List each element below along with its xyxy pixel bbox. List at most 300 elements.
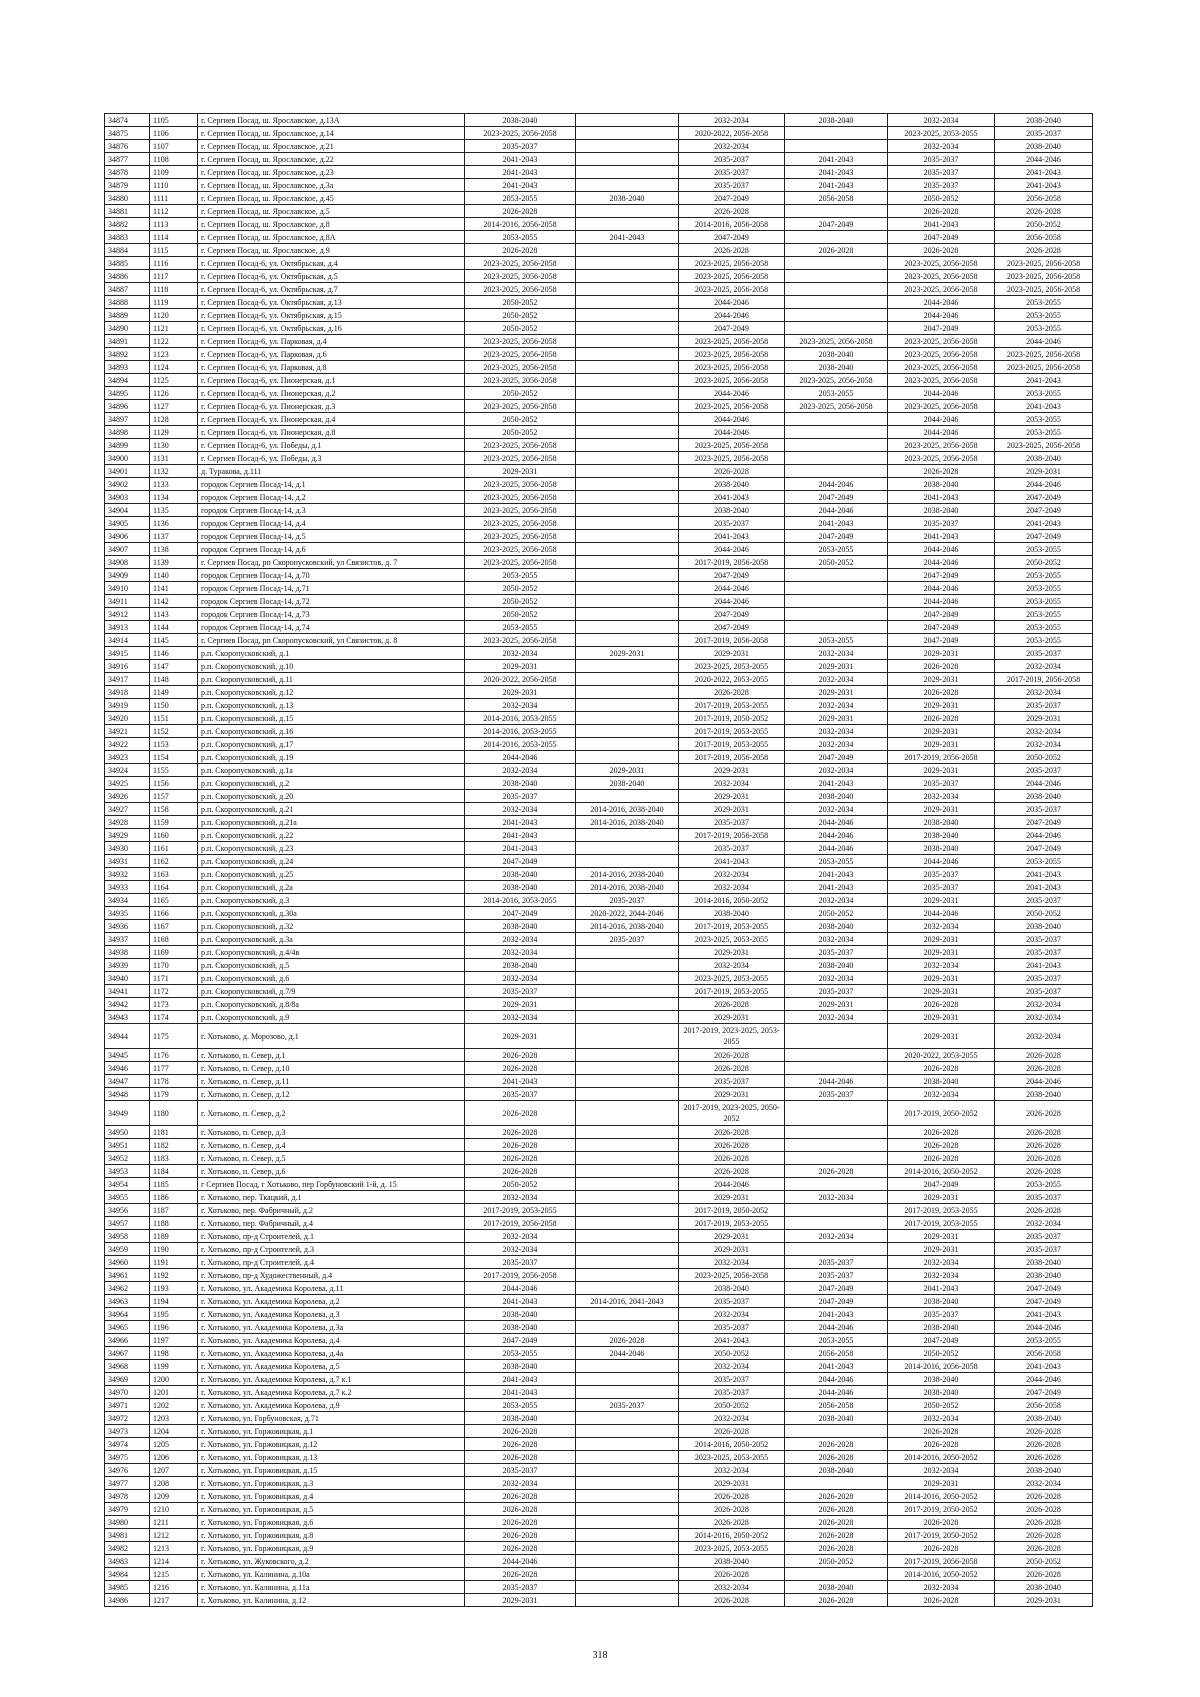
table-cell: 34943 (105, 1011, 150, 1024)
table-cell: 2044-2046 (995, 153, 1093, 166)
table-cell: г. Сергиев Посад-6, ул. Октябрьская, д.15 (198, 309, 465, 322)
table-cell: 1215 (150, 1568, 198, 1581)
table-cell: 2023-2025, 2053-2055 (679, 1542, 785, 1555)
table-row (105, 413, 1093, 426)
table-cell: г. Хотьково, п. Север, д.4 (198, 1139, 465, 1152)
table-cell: 34931 (105, 855, 150, 868)
table-cell: 2032-2034 (888, 1088, 995, 1101)
table-cell: 2041-2043 (995, 1308, 1093, 1321)
table-cell: 2023-2025, 2056-2058 (995, 361, 1093, 374)
table-cell: 2032-2034 (785, 647, 888, 660)
table-cell: 34935 (105, 907, 150, 920)
table-cell: 2032-2034 (888, 920, 995, 933)
table-row (105, 1075, 1093, 1088)
table-cell (785, 1126, 888, 1139)
table-cell (576, 1477, 679, 1490)
table-cell: 2014-2016, 2056-2058 (679, 218, 785, 231)
table-cell (576, 1594, 679, 1607)
table-cell: 2050-2052 (465, 387, 576, 400)
table-row (105, 140, 1093, 153)
table-cell: 1124 (150, 361, 198, 374)
table-row (105, 1373, 1093, 1386)
table-row (105, 1191, 1093, 1204)
table-cell: 2038-2040 (785, 790, 888, 803)
table-cell: 2023-2025, 2056-2058 (995, 283, 1093, 296)
table-cell: г. Хотьково, пер. Фабричный, д.4 (198, 1217, 465, 1230)
table-cell: 1209 (150, 1490, 198, 1503)
table-cell: 2023-2025, 2056-2058 (995, 270, 1093, 283)
table-cell: 34898 (105, 426, 150, 439)
table-cell: 34942 (105, 998, 150, 1011)
table-cell: 2044-2046 (679, 296, 785, 309)
table-cell: г. Хотьково, ул. Академика Королева, д.7 к.1 (198, 1373, 465, 1386)
table-row (105, 1321, 1093, 1334)
table-cell: 2035-2037 (995, 1243, 1093, 1256)
table-cell (785, 205, 888, 218)
table-cell: 2035-2037 (679, 179, 785, 192)
table-cell: 34924 (105, 764, 150, 777)
table-cell: 2032-2034 (785, 764, 888, 777)
table-cell: 2017-2019, 2050-2052 (888, 1529, 995, 1542)
table-cell: 34909 (105, 569, 150, 582)
table-cell: 34979 (105, 1503, 150, 1516)
table-cell: 34921 (105, 725, 150, 738)
table-cell: 2017-2019, 2056-2058 (679, 751, 785, 764)
table-cell: 2050-2052 (465, 309, 576, 322)
table-cell: г. Хотьково, пр-д Строителей, д.3 (198, 1243, 465, 1256)
table-cell: 2053-2055 (995, 582, 1093, 595)
table-cell: 2023-2025, 2056-2058 (888, 283, 995, 296)
table-cell (576, 1451, 679, 1464)
table-cell (785, 1178, 888, 1191)
table-cell: 2029-2031 (785, 712, 888, 725)
table-cell: 2026-2028 (785, 1542, 888, 1555)
table-cell: 2026-2028 (465, 1503, 576, 1516)
table-cell (576, 205, 679, 218)
table-cell: 2032-2034 (679, 1581, 785, 1594)
table-cell: 2035-2037 (995, 985, 1093, 998)
table-cell: г. Хотьково, пр-д Строителей, д.1 (198, 1230, 465, 1243)
table-cell: 1146 (150, 647, 198, 660)
table-cell: 2026-2028 (888, 660, 995, 673)
table-cell: 2029-2031 (465, 1024, 576, 1049)
table-cell: 2017-2019, 2056-2058 (995, 673, 1093, 686)
table-cell: 1157 (150, 790, 198, 803)
table-cell: 2035-2037 (679, 1295, 785, 1308)
table-cell: 1169 (150, 946, 198, 959)
table-cell (785, 1139, 888, 1152)
table-cell: 34888 (105, 296, 150, 309)
table-cell: 2044-2046 (679, 582, 785, 595)
table-cell: 2047-2049 (888, 608, 995, 621)
table-cell: 2038-2040 (465, 959, 576, 972)
table-cell: 34932 (105, 868, 150, 881)
table-cell: г. Хотьково, п. Север, д.11 (198, 1075, 465, 1088)
table-cell: 2032-2034 (785, 738, 888, 751)
table-cell: 2029-2031 (465, 660, 576, 673)
table-cell: 2026-2028 (679, 1152, 785, 1165)
table-cell: г. Хотьково, ул. Калинина, д.10а (198, 1568, 465, 1581)
table-cell (576, 1062, 679, 1075)
table-cell (576, 530, 679, 543)
table-cell: 2017-2019, 2056-2058 (888, 1555, 995, 1568)
table-cell: 2044-2046 (679, 426, 785, 439)
table-row (105, 1529, 1093, 1542)
table-cell: 2026-2028 (679, 1139, 785, 1152)
table-cell: 1143 (150, 608, 198, 621)
table-cell: 2029-2031 (888, 1243, 995, 1256)
table-cell: 2032-2034 (465, 699, 576, 712)
table-cell (576, 361, 679, 374)
table-row (105, 387, 1093, 400)
table-cell: 2014-2016, 2038-2040 (576, 816, 679, 829)
table-cell: 2017-2019, 2053-2055 (679, 920, 785, 933)
table-cell: 2041-2043 (465, 153, 576, 166)
table-row (105, 894, 1093, 907)
table-cell (576, 153, 679, 166)
table-cell: 2035-2037 (679, 816, 785, 829)
table-cell: 1135 (150, 504, 198, 517)
table-cell (576, 179, 679, 192)
table-cell: 2044-2046 (785, 1075, 888, 1088)
table-cell: 2026-2028 (888, 1062, 995, 1075)
table-cell: 2023-2025, 2056-2058 (465, 517, 576, 530)
table-cell: 34907 (105, 543, 150, 556)
table-cell: 2026-2028 (995, 1101, 1093, 1126)
table-cell (576, 426, 679, 439)
table-cell: 2026-2028 (679, 686, 785, 699)
table-cell: 2026-2028 (679, 1165, 785, 1178)
table-cell: 1134 (150, 491, 198, 504)
table-cell: 2035-2037 (679, 517, 785, 530)
table-cell: 2053-2055 (785, 387, 888, 400)
table-cell: 1202 (150, 1399, 198, 1412)
table-cell: г. Сергиев Посад-6, ул. Октябрьская, д.16 (198, 322, 465, 335)
table-row (105, 803, 1093, 816)
table-cell: 2023-2025, 2056-2058 (465, 335, 576, 348)
table-cell (576, 1464, 679, 1477)
table-cell: 2014-2016, 2038-2040 (576, 803, 679, 816)
table-cell: 2035-2037 (888, 1308, 995, 1321)
table-cell: городок Сергиев Посад-14, д.2 (198, 491, 465, 504)
table-cell: 2047-2049 (888, 322, 995, 335)
table-cell: 2017-2019, 2053-2055 (888, 1204, 995, 1217)
table-row (105, 751, 1093, 764)
table-cell: г. Хотьково, ул. Калинина, д.11а (198, 1581, 465, 1594)
table-cell: 2038-2040 (679, 907, 785, 920)
table-cell: 1176 (150, 1049, 198, 1062)
table-cell (576, 1101, 679, 1126)
table-cell: 34945 (105, 1049, 150, 1062)
table-cell: 1137 (150, 530, 198, 543)
table-cell: 2023-2025, 2056-2058 (995, 257, 1093, 270)
table-cell: 1116 (150, 257, 198, 270)
table-cell: 1167 (150, 920, 198, 933)
table-cell: г. Хотьково, ул. Горбуновская, д.71 (198, 1412, 465, 1425)
table-cell: д. Туракова, д.111 (198, 465, 465, 478)
table-cell: г. Сергиев Посад-6, ул. Октябрьская, д.4 (198, 257, 465, 270)
table-row (105, 231, 1093, 244)
table-cell (576, 1490, 679, 1503)
table-cell: 2035-2037 (679, 153, 785, 166)
table-cell: 2035-2037 (679, 1373, 785, 1386)
table-cell (576, 582, 679, 595)
table-cell: 2044-2046 (679, 1178, 785, 1191)
table-cell (576, 1516, 679, 1529)
table-row (105, 842, 1093, 855)
table-cell: г. Сергиев Посад-6, ул. Пионерская, д.1 (198, 374, 465, 387)
table-cell: р.п. Скоропусковский, д.22 (198, 829, 465, 842)
table-cell: 1200 (150, 1373, 198, 1386)
table-cell: 2044-2046 (465, 1555, 576, 1568)
table-cell: 1156 (150, 777, 198, 790)
table-cell: р.п. Скоропусковский, д.13 (198, 699, 465, 712)
table-row (105, 1282, 1093, 1295)
table-cell: 2026-2028 (465, 1529, 576, 1542)
table-cell: 34984 (105, 1568, 150, 1581)
table-cell: 2026-2028 (679, 1126, 785, 1139)
table-cell: 2026-2028 (888, 205, 995, 218)
table-cell: р.п. Скоропусковский, д.1 (198, 647, 465, 660)
table-row (105, 439, 1093, 452)
table-cell: г. Хотьково, ул. Горжовицкая, д.9 (198, 1542, 465, 1555)
table-cell: 2047-2049 (465, 1334, 576, 1347)
table-cell: 34906 (105, 530, 150, 543)
table-cell: 2035-2037 (888, 881, 995, 894)
table-row (105, 426, 1093, 439)
table-cell: 1182 (150, 1139, 198, 1152)
table-cell: 2047-2049 (679, 621, 785, 634)
table-row (105, 1062, 1093, 1075)
table-cell (785, 439, 888, 452)
table-cell: г. Хотьково, п. Север, д.5 (198, 1152, 465, 1165)
table-cell: 2038-2040 (465, 868, 576, 881)
table-cell: 2029-2031 (888, 647, 995, 660)
table-cell: 2044-2046 (888, 582, 995, 595)
table-cell: 34969 (105, 1373, 150, 1386)
table-cell: 2032-2034 (465, 933, 576, 946)
table-cell: 34885 (105, 257, 150, 270)
table-cell: 1191 (150, 1256, 198, 1269)
table-cell: 2038-2040 (888, 816, 995, 829)
table-cell: р.п. Скоропусковский, д.7/9 (198, 985, 465, 998)
table-cell: 2026-2028 (995, 1049, 1093, 1062)
table-cell: 2050-2052 (465, 582, 576, 595)
table-cell: г. Хотьково, ул. Академика Королева, д.11 (198, 1282, 465, 1295)
table-cell: 2050-2052 (465, 413, 576, 426)
table-cell (576, 1425, 679, 1438)
table-cell: 34944 (105, 1024, 150, 1049)
table-cell: 2032-2034 (995, 998, 1093, 1011)
table-row (105, 1139, 1093, 1152)
table-cell: 2014-2016, 2050-2052 (679, 1529, 785, 1542)
table-cell (576, 569, 679, 582)
table-cell: г. Сергиев Посад, ш. Ярославское, д.23 (198, 166, 465, 179)
table-cell: 34973 (105, 1425, 150, 1438)
table-cell: 2035-2037 (465, 140, 576, 153)
table-cell (576, 504, 679, 517)
table-cell: 2014-2016, 2053-2055 (465, 894, 576, 907)
table-cell: 2050-2052 (465, 1178, 576, 1191)
table-row (105, 296, 1093, 309)
table-cell: 2041-2043 (465, 1386, 576, 1399)
table-cell: городок Сергиев Посад-14, д.70 (198, 569, 465, 582)
table-cell: 2035-2037 (888, 868, 995, 881)
table-cell: 2041-2043 (888, 530, 995, 543)
table-cell: 2035-2037 (679, 1075, 785, 1088)
table-cell: 2047-2049 (679, 608, 785, 621)
table-cell: г. Сергиев Посад, рп Скоропусковский, ул Связистов, д. 7 (198, 556, 465, 569)
table-cell: 2023-2025, 2053-2055 (679, 660, 785, 673)
table-cell: 2023-2025, 2056-2058 (785, 374, 888, 387)
table-cell: 2026-2028 (679, 205, 785, 218)
table-cell: 2032-2034 (679, 1412, 785, 1425)
table-cell: 2026-2028 (785, 1529, 888, 1542)
table-cell: 2029-2031 (785, 998, 888, 1011)
table-row (105, 1438, 1093, 1451)
table-cell (576, 413, 679, 426)
table-cell: 34966 (105, 1334, 150, 1347)
table-cell: 2023-2025, 2056-2058 (465, 530, 576, 543)
table-row (105, 907, 1093, 920)
table-cell: 1171 (150, 972, 198, 985)
table-cell (576, 374, 679, 387)
table-cell: 1128 (150, 413, 198, 426)
table-cell: 2026-2028 (465, 1101, 576, 1126)
table-cell: 1164 (150, 881, 198, 894)
table-cell: 2035-2037 (465, 985, 576, 998)
table-cell: 2038-2040 (465, 777, 576, 790)
table-cell: 2050-2052 (679, 1347, 785, 1360)
table-cell: 2029-2031 (888, 1011, 995, 1024)
table-cell: 2038-2040 (995, 1581, 1093, 1594)
table-row (105, 1011, 1093, 1024)
table-cell: 2044-2046 (888, 309, 995, 322)
table-cell: 2029-2031 (465, 998, 576, 1011)
table-cell (576, 491, 679, 504)
table-cell: 2029-2031 (888, 946, 995, 959)
table-cell: 2023-2025, 2056-2058 (995, 439, 1093, 452)
table-cell: 2038-2040 (465, 114, 576, 127)
table-cell (576, 660, 679, 673)
table-cell (576, 1126, 679, 1139)
table-cell: г. Хотьково, п. Север, д.3 (198, 1126, 465, 1139)
table-cell (576, 1438, 679, 1451)
table-cell: 2026-2028 (679, 1516, 785, 1529)
table-cell: г. Хотьково, ул. Горжовицкая, д.15 (198, 1464, 465, 1477)
table-cell: 2041-2043 (785, 777, 888, 790)
table-cell: 34876 (105, 140, 150, 153)
table-cell: 2044-2046 (785, 1373, 888, 1386)
table-cell: 2047-2049 (995, 1295, 1093, 1308)
table-cell: 2023-2025, 2056-2058 (679, 270, 785, 283)
table-cell: 2026-2028 (785, 1451, 888, 1464)
table-cell: 34894 (105, 374, 150, 387)
table-cell: 2035-2037 (785, 1256, 888, 1269)
table-cell: 2035-2037 (995, 803, 1093, 816)
table-row (105, 1477, 1093, 1490)
table-cell: 2044-2046 (679, 595, 785, 608)
table-row (105, 712, 1093, 725)
table-cell: 2044-2046 (888, 907, 995, 920)
table-cell (785, 270, 888, 283)
table-cell: городок Сергиев Посад-14, д.1 (198, 478, 465, 491)
table-cell: р.п. Скоропусковский, д.1а (198, 764, 465, 777)
table-cell: г. Сергиев Посад-6, ул. Пионерская, д.4 (198, 413, 465, 426)
table-cell: 34934 (105, 894, 150, 907)
table-cell (576, 517, 679, 530)
table-cell: 1141 (150, 582, 198, 595)
table-cell: 34940 (105, 972, 150, 985)
table-cell (785, 582, 888, 595)
table-cell: г. Хотьково, пер. Ткацкий, д.1 (198, 1191, 465, 1204)
table-cell: 2053-2055 (995, 387, 1093, 400)
table-cell (576, 1386, 679, 1399)
table-cell: г. Хотьково, ул. Академика Королева, д.9 (198, 1399, 465, 1412)
table-cell: 2017-2019, 2056-2058 (679, 829, 785, 842)
table-row (105, 530, 1093, 543)
table-cell: 2038-2040 (679, 1282, 785, 1295)
table-row (105, 1049, 1093, 1062)
table-cell: 34977 (105, 1477, 150, 1490)
table-row (105, 1386, 1093, 1399)
schedule-table-body (105, 114, 1093, 1607)
table-cell: 2029-2031 (785, 660, 888, 673)
table-cell (576, 478, 679, 491)
table-cell (785, 322, 888, 335)
table-cell: 34983 (105, 1555, 150, 1568)
table-row (105, 1126, 1093, 1139)
table-cell: 2038-2040 (995, 920, 1093, 933)
table-cell: 1130 (150, 439, 198, 452)
table-row (105, 933, 1093, 946)
table-cell: 1118 (150, 283, 198, 296)
table-cell: 2047-2049 (888, 634, 995, 647)
table-row (105, 881, 1093, 894)
table-cell: 2035-2037 (679, 166, 785, 179)
table-cell: 2050-2052 (995, 556, 1093, 569)
table-cell: 2041-2043 (785, 166, 888, 179)
table-cell: 2023-2025, 2056-2058 (465, 491, 576, 504)
table-cell: 2038-2040 (679, 1555, 785, 1568)
table-cell: 1199 (150, 1360, 198, 1373)
table-cell: 34949 (105, 1101, 150, 1126)
table-cell: 2026-2028 (995, 1139, 1093, 1152)
table-cell: р.п. Скоропусковский, д.8/8а (198, 998, 465, 1011)
table-row (105, 946, 1093, 959)
table-cell: 34938 (105, 946, 150, 959)
table-cell: 2029-2031 (888, 764, 995, 777)
table-cell: 2014-2016, 2050-2052 (679, 1438, 785, 1451)
table-cell (785, 296, 888, 309)
table-cell: 2032-2034 (785, 1191, 888, 1204)
table-cell: 2023-2025, 2056-2058 (888, 439, 995, 452)
table-cell: г. Сергиев Посад, ш. Ярославское, д.22 (198, 153, 465, 166)
table-cell: 2035-2037 (785, 1088, 888, 1101)
table-cell: 1211 (150, 1516, 198, 1529)
table-cell (576, 1165, 679, 1178)
table-cell: 2017-2019, 2053-2055 (679, 1217, 785, 1230)
table-cell: р.п. Скоропусковский, д.21а (198, 816, 465, 829)
table-cell: 2023-2025, 2056-2058 (465, 452, 576, 465)
table-cell: 1148 (150, 673, 198, 686)
table-cell: 34884 (105, 244, 150, 257)
table-row (105, 699, 1093, 712)
table-cell: 2041-2043 (679, 491, 785, 504)
table-cell: 2032-2034 (995, 725, 1093, 738)
table-cell: 2029-2031 (888, 985, 995, 998)
table-cell: 2032-2034 (465, 1243, 576, 1256)
